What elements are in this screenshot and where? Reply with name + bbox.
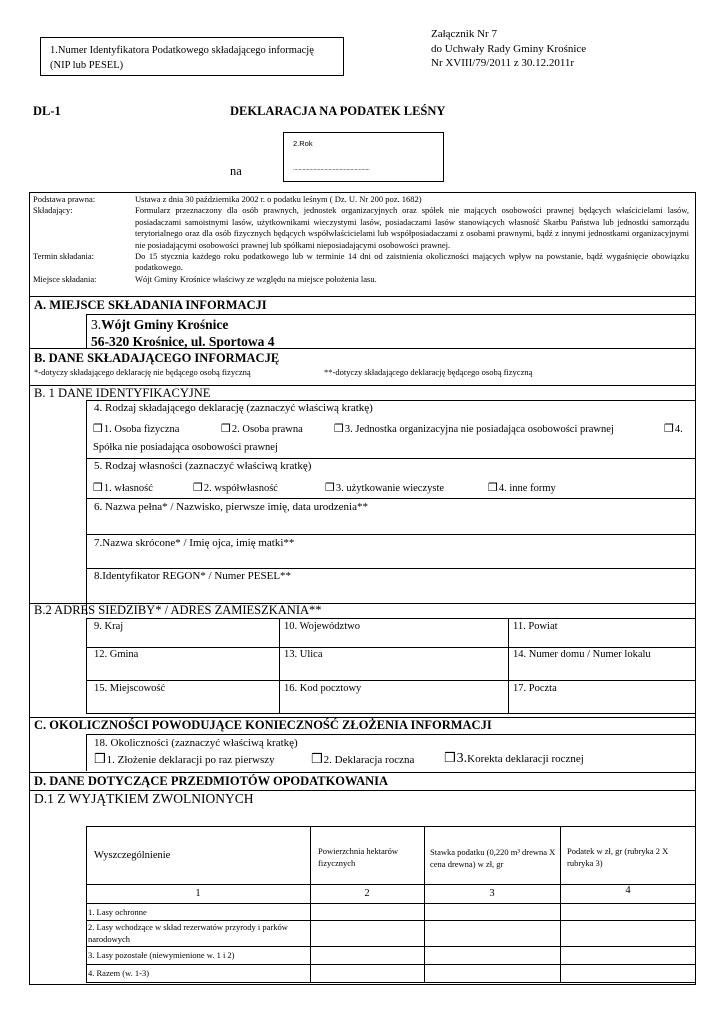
col-header-rate: Stawka podatku (0,220 m³ drewna X cena drewna) w zł, gr	[430, 847, 556, 869]
field-5-label: 5. Rodzaj własności (zaznaczyć właściwą kratkę)	[94, 460, 312, 472]
checkbox-icon[interactable]: ❒	[311, 752, 323, 767]
b2-title: B.2 ADRES SIEDZIBY* / ADRES ZAMIESZKANIA**	[34, 603, 322, 617]
nip-box	[40, 37, 344, 76]
annex-line: Załącznik Nr 7	[431, 28, 497, 40]
legal-text: Ustawa z dnia 30 października 2002 r. o podatku leśnym ( Dz. U. Nr 200 poz. 1682)	[135, 194, 422, 204]
table-row: 1. Lasy ochronne	[88, 907, 147, 917]
recipient-street: 56-320 Krośnice, ul. Sportowa 4	[91, 334, 275, 349]
legal-label: Podstawa prawna:	[33, 194, 96, 204]
checkbox-icon[interactable]: ❒	[444, 751, 456, 766]
option-label: 3.	[456, 751, 468, 766]
checkbox-icon[interactable]: ❒	[488, 481, 498, 494]
year-dots: ........................................................	[293, 166, 370, 172]
field-4-label: 4. Rodzaj składającego deklarację (zaznaczyć właściwą kratkę)	[94, 402, 373, 414]
checkbox-icon[interactable]: ❒	[334, 422, 344, 435]
note-legal-person: *-dotyczy składającego deklarację nie będącego osobą fizyczną	[34, 367, 251, 377]
checkbox-icon[interactable]: ❒	[193, 481, 203, 494]
checkbox-icon[interactable]: ❒	[93, 481, 103, 494]
legal-text: Formularz przeznaczony dla osób prawnych, jednostek organizacyjnych oraz spółek nie mających osobowości prawnej będących właścicielami lasów, posiadaczami samoistnymi lasów, użytkownikami wieczystymi lasów, posiadaczami lasów stanowiących własność Skarbu Państwa lub jednostki samorządu terytorialnego oraz dla osób fizycznych będących współwłaścicielami lub współposiadaczami z osobami prawnymi, bądź z innymi jednostkami organizacyjnymi nie posiadającymi osobowości prawnej lub spółkami nieposiadającymi osobowości prawnej.	[135, 205, 689, 250]
legal-row	[33, 205, 689, 251]
legal-text: Do 15 stycznia każdego roku podatkowego lub w terminie 14 dni od zaistnienia okoliczności mających wpływ na powstanie, bądź wygaśnięcie obowiązku podatkowego.	[135, 251, 689, 273]
col-header-item: Wyszczególnienie	[94, 850, 171, 861]
option-label: 2. współwłasność	[203, 483, 278, 494]
checkbox-icon[interactable]: ❒	[93, 422, 103, 435]
field-city[interactable]: 15. Miejscowość	[94, 683, 166, 694]
col-number: 2	[364, 888, 370, 899]
field-6-input[interactable]	[87, 499, 695, 534]
section-b-title: B. DANE SKŁADAJĄCEGO INFORMACJĘ	[34, 351, 280, 365]
col-number: 1	[195, 888, 201, 899]
field-18-label: 18. Okoliczności (zaznaczyć właściwą kratkę)	[94, 737, 298, 749]
subject-type-person[interactable]	[93, 422, 179, 435]
d1-title: D.1 Z WYJĄTKIEM ZWOLNIONYCH	[34, 791, 254, 806]
col-number: 3	[489, 888, 495, 899]
year-box[interactable]	[283, 132, 444, 182]
ownership-co[interactable]	[193, 481, 278, 494]
option-label: 4. inne formy	[498, 483, 556, 494]
table-row: 2. Lasy wchodzące w skład rezerwatów przyrody i parków narodowych	[88, 922, 288, 944]
option-label: 4.	[674, 424, 683, 435]
option-label: Korekta deklaracji rocznej	[467, 753, 584, 765]
option-label: 1. Złożenie deklaracji po raz pierwszy	[106, 754, 275, 766]
field-street[interactable]: 13. Ulica	[284, 649, 323, 660]
subject-type-unit[interactable]	[334, 422, 614, 435]
nip-sublabel: (NIP lub PESEL)	[50, 60, 124, 71]
legal-row	[33, 251, 689, 274]
recipient-name: Wójt Gminy Krośnice	[101, 317, 229, 332]
col-header-area: Powierzchnia hektarów fizycznych	[318, 846, 399, 868]
legal-label: Miejsce składania:	[33, 273, 97, 284]
annex-note	[431, 27, 586, 71]
checkbox-icon[interactable]: ❒	[325, 481, 335, 494]
reason-correction[interactable]	[444, 751, 584, 767]
form-title: DEKLARACJA NA PODATEK LEŚNY	[230, 104, 446, 118]
b1-title: B. 1 DANE IDENTYFIKACYJNE	[34, 386, 211, 400]
field-postal-code[interactable]: 16. Kod pocztowy	[284, 683, 362, 694]
field-district[interactable]: 11. Powiat	[513, 621, 558, 632]
option-label: 3. użytkowanie wieczyste	[335, 483, 445, 494]
legal-row	[33, 274, 689, 285]
field-country[interactable]: 9. Kraj	[94, 621, 124, 632]
ownership-other[interactable]	[488, 481, 556, 494]
nip-label: 1.Numer Identyfikatora Podatkowego składającego informację	[50, 45, 314, 56]
option-label: 2. Osoba prawna	[231, 424, 303, 435]
ownership-own[interactable]	[93, 481, 153, 494]
option-label: 3. Jednostka organizacyjna nie posiadająca osobowości prawnej	[344, 424, 614, 435]
form-code: DL-1	[33, 104, 61, 118]
col-number: 4	[625, 885, 631, 896]
section-c-title: C. OKOLICZNOŚCI POWODUJĄCE KONIECZNOŚĆ ZŁOŻENIA INFORMACJI	[34, 718, 492, 732]
annex-line: Nr XVIII/79/2011 z 30.12.2011r	[431, 57, 575, 69]
na-label: na	[230, 164, 242, 178]
recipient-address	[91, 316, 275, 350]
legal-label: Składający:	[33, 205, 73, 216]
col-header-tax: Podatek w zł, gr (rubryka 2 X rubryka 3)	[567, 846, 669, 868]
checkbox-icon[interactable]: ❒	[221, 422, 231, 435]
legal-row	[33, 194, 689, 205]
year-label: 2.Rok	[293, 139, 313, 148]
field-7-label: 7.Nazwa skrócone* / Imię ojca, imię matki**	[94, 537, 295, 549]
field-8-input[interactable]	[87, 569, 695, 602]
field-house-number[interactable]: 14. Numer domu / Numer lokalu	[513, 649, 651, 660]
checkbox-icon[interactable]: ❒	[664, 422, 674, 435]
ownership-perpetual[interactable]	[325, 481, 444, 494]
option-label: 2. Deklaracja roczna	[323, 754, 415, 766]
subject-type-legal[interactable]	[221, 422, 303, 435]
option-label: 1. Osoba fizyczna	[103, 424, 180, 435]
field-8-label: 8.Identyfikator REGON* / Numer PESEL**	[94, 570, 292, 582]
field-province[interactable]: 10. Województwo	[284, 621, 360, 632]
option-label: 1. własność	[103, 483, 153, 494]
legal-label: Termin składania:	[33, 251, 95, 262]
reason-annual[interactable]	[311, 752, 414, 767]
recipient-num: 3.	[91, 317, 102, 332]
section-a-title: A. MIEJSCE SKŁADANIA INFORMACJI	[34, 298, 267, 312]
table-row: 4. Razem (w. 1-3)	[88, 968, 150, 978]
annex-line: do Uchwały Rady Gminy Krośnice	[431, 42, 587, 55]
field-7-input[interactable]	[87, 535, 695, 568]
subject-type-company-text: Spółka nie posiadająca osobowości prawnej	[93, 442, 278, 453]
section-d-title: D. DANE DOTYCZĄCE PRZEDMIOTÓW OPODATKOWANIA	[34, 774, 389, 788]
field-post-office[interactable]: 17. Poczta	[513, 683, 557, 694]
legal-block	[33, 194, 689, 285]
field-6-label: 6. Nazwa pełna* / Nazwisko, pierwsze imię, data urodzenia**	[94, 501, 368, 513]
legal-text: Wójt Gminy Krośnice właściwy ze względu na miejsce położenia lasu.	[135, 273, 377, 284]
field-commune[interactable]: 12. Gmina	[94, 649, 139, 660]
subject-type-company[interactable]	[664, 422, 683, 435]
table-row: 3. Lasy pozostałe (niewymienione w. 1 i 2)	[88, 950, 235, 960]
reason-first[interactable]	[94, 752, 275, 767]
checkbox-icon[interactable]: ❒	[94, 752, 106, 767]
note-natural-person: **-dotyczy składającego deklarację będącego osobą fizyczną	[324, 367, 533, 377]
